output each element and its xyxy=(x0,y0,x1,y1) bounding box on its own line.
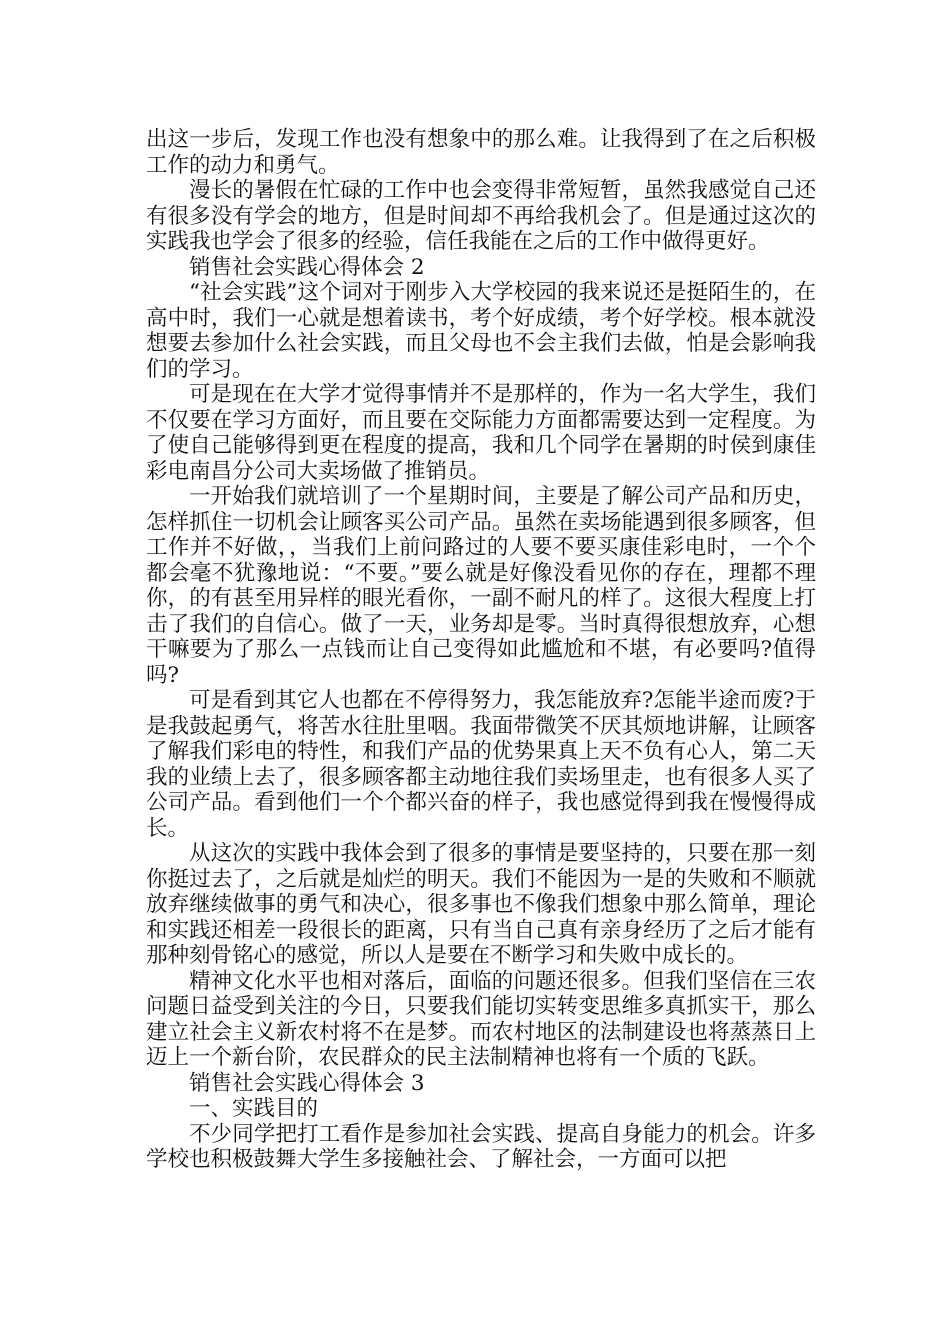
paragraph-continuation: 出这一步后，发现工作也没有想象中的那么难。让我得到了在之后积极工作的动力和勇气。 xyxy=(146,127,816,178)
paragraph-university-realization: 可是现在在大学才觉得事情并不是那样的，作为一名大学生，我们不仅要在学习方面好，而且要在交际能力方面都需要达到一定程度。为了使自己能够得到更在程度的提高，我和几个同学在暑期的时侯到康佳彩电南昌分公司大卖场做了推销员。 xyxy=(146,382,816,484)
section-heading-3: 销售社会实践心得体会 3 xyxy=(189,1070,425,1096)
document-body xyxy=(146,127,816,1173)
paragraph-social-practice-intro: “社会实践”这个词对于刚步入大学校园的我来说还是挺陌生的，在高中时，我们一心就是想着读书，考个好成绩，考个好学校。根本就没想要去参加什么社会实践，而且父母也不会主我们去做，怕是会影响我们的学习。 xyxy=(146,280,816,382)
section-heading-2: 销售社会实践心得体会 2 xyxy=(189,254,425,280)
paragraph-summer-work: 漫长的暑假在忙碌的工作中也会变得非常短暂，虽然我感觉自己还有很多没有学会的地方，但是时间却不再给我机会了。但是通过这次的实践我也学会了很多的经验，信任我能在之后的工作中做得更好。 xyxy=(146,178,816,254)
paragraph-rural-outlook: 精神文化水平也相对落后，面临的问题还很多。但我们坚信在三农问题日益受到关注的今日，只要我们能切实转变思维多真抓实干，那么建立社会主义新农村将不在是梦。而农村地区的法制建设也将蒸蒸日上迈上一个新台阶，农民群众的民主法制精神也将有一个质的飞跃。 xyxy=(146,968,816,1070)
subsection-heading-purpose: 一、实践目的 xyxy=(189,1096,319,1121)
paragraph-persistence: 可是看到其它人也都在不停得努力，我怎能放弃?怎能半途而废?于是我鼓起勇气，将苦水往肚里咽。我面带微笑不厌其烦地讲解，让顾客了解我们彩电的特性，和我们产品的优势果真上天不负有心人，第二天我的业绩上去了，很多顾客都主动地往我们卖场里走，也有很多人买了公司产品。看到他们一个个都兴奋的样子，我也感觉得到我在慢慢得成长。 xyxy=(146,688,816,841)
paragraph-training-week: 一开始我们就培训了一个星期时间，主要是了解公司产品和历史，怎样抓住一切机会让顾客买公司产品。虽然在卖场能遇到很多顾客，但工作并不好做，，当我们上前问路过的人要不要买康佳彩电时，一个个都会毫不犹豫地说：“不要。”要么就是好像没看见你的存在，理都不理你，的有甚至用异样的眼光看你，一副不耐凡的样了。这很大程度上打击了我们的自信心。做了一天，业务却是零。当时真得很想放弃，心想干嘛要为了那么一点钱而让自己变得如此尴尬和不堪，有必要吗?值得吗? xyxy=(146,484,816,688)
paragraph-lessons-learned: 从这次的实践中我体会到了很多的事情是要坚持的，只要在那一刻你挺过去了，之后就是灿烂的明天。我们不能因为一是的失败和不顺就放弃继续做事的勇气和决心，很多事也不像我们想象中那么简单，理论和实践还相差一段很长的距离，只有当自己真有亲身经历了之后才能有那种刻骨铭心的感觉，所以人是要在不断学习和失败中成长的。 xyxy=(146,841,816,968)
paragraph-part-time-work: 不少同学把打工看作是参加社会实践、提高自身能力的机会。许多学校也积极鼓舞大学生多接触社会、了解社会，一方面可以把 xyxy=(146,1121,816,1172)
